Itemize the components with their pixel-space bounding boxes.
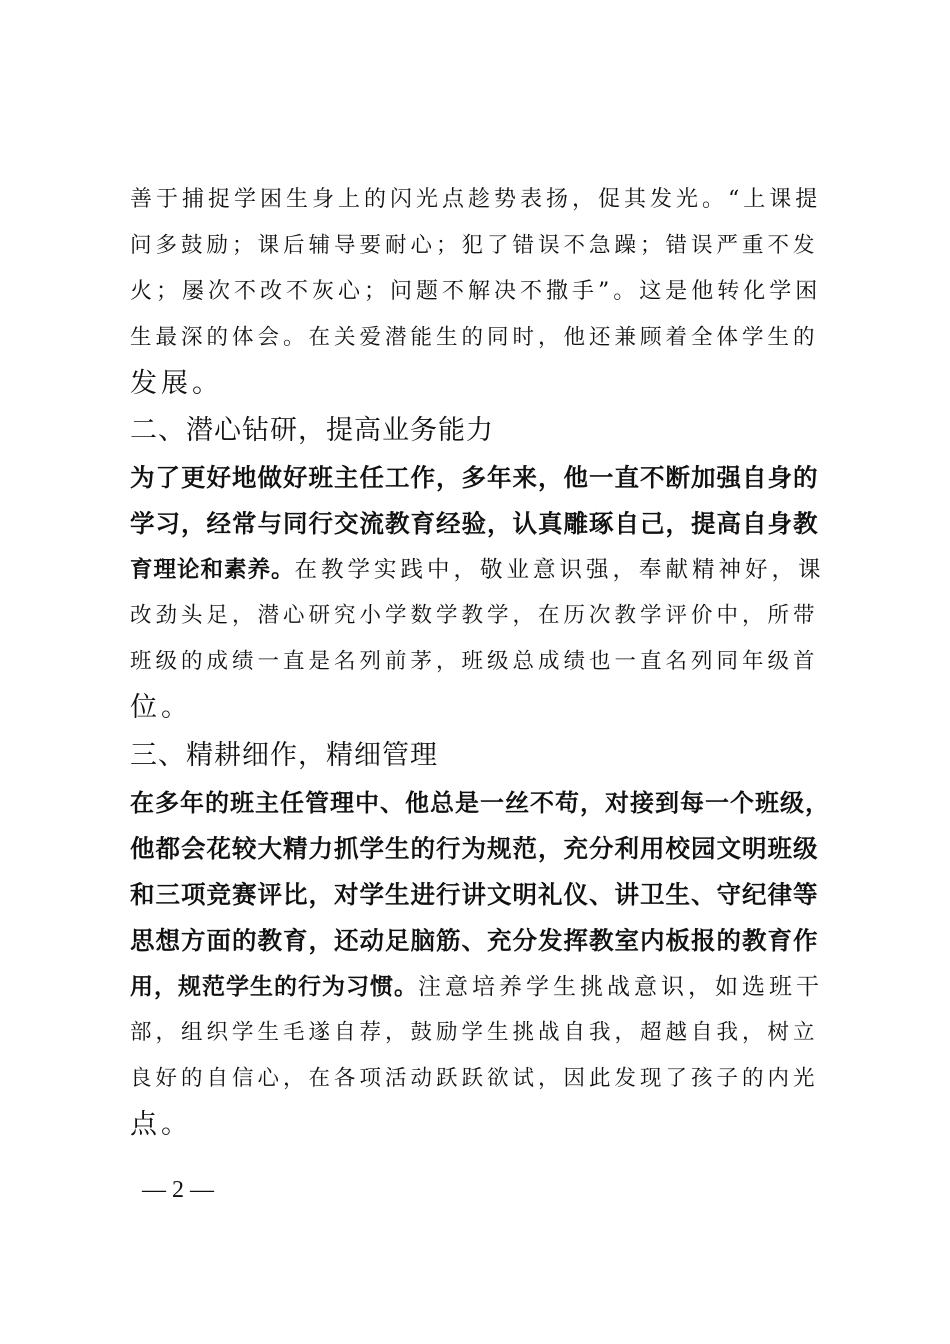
paragraph-line: 思想方面的教育，还动足脑筋、充分发挥教室内板报的教育作 <box>130 926 819 955</box>
paragraph-line-mixed <box>130 965 830 1009</box>
paragraph-line: 在多年的班主任管理中、他总是一丝不苟，对接到每一个班级， <box>130 789 830 817</box>
paragraph-line: 学习，经常与同行交流教育经验，认真雕琢自己，提高自身教 <box>130 509 819 538</box>
paragraph-line: 他都会花较大精力抓学生的行为规范，充分利用校园文明班级 <box>130 834 819 863</box>
paragraph-line: 点。 <box>130 1109 192 1140</box>
section-heading: 二、潜心钻研，提高业务能力 <box>130 415 494 446</box>
paragraph-line: 位。 <box>130 692 192 723</box>
section-heading: 三、精耕细作，精细管理 <box>130 740 438 771</box>
paragraph-line: 和三项竞赛评比，对学生进行讲文明礼仪、讲卫生、守纪律等 <box>130 880 819 909</box>
paragraph-line: 改劲头足，潜心研究小学数学教学，在历次教学评价中，所带 <box>130 603 819 628</box>
paragraph-line: 为了更好地做好班主任工作，多年来，他一直不断加强自身的 <box>130 463 819 492</box>
page-number: — 2 — <box>142 1177 214 1203</box>
paragraph-segment-bold: 用，规范学生的行为习惯。 <box>130 974 418 1000</box>
paragraph-segment-bold: 育理论和素养。 <box>130 557 295 583</box>
paragraph-line: 问多鼓励；课后辅导要耐心；犯了错误不急躁；错误严重不发 <box>130 233 819 258</box>
paragraph-line: 部，组织学生毛遂自荐，鼓励学生挑战自我，超越自我，树立 <box>130 1020 819 1045</box>
paragraph-segment-regular: 注意培养学生挑战意识，如选班干 <box>418 974 823 1000</box>
paragraph-line: 生最深的体会。在关爱潜能生的同时，他还兼顾着全体学生的 <box>130 325 819 350</box>
paragraph-segment-regular: 在教学实践中，敬业意识强，奉献精神好，课 <box>294 557 825 583</box>
paragraph-line-mixed <box>130 548 830 592</box>
paragraph-line: 班级的成绩一直是名列前茅，班级总成绩也一直名列同年级首 <box>130 649 819 674</box>
paragraph-line: 发展。 <box>130 368 223 399</box>
paragraph-line: 善于捕捉学困生身上的闪光点趁势表扬，促其发光。“上课提 <box>130 187 822 212</box>
paragraph-line: 火；屡次不改不灰心；问题不解决不撒手”。这是他转化学困 <box>130 279 822 304</box>
paragraph-line: 良好的自信心，在各项活动跃跃欲试，因此发现了孩子的内光 <box>130 1066 819 1091</box>
